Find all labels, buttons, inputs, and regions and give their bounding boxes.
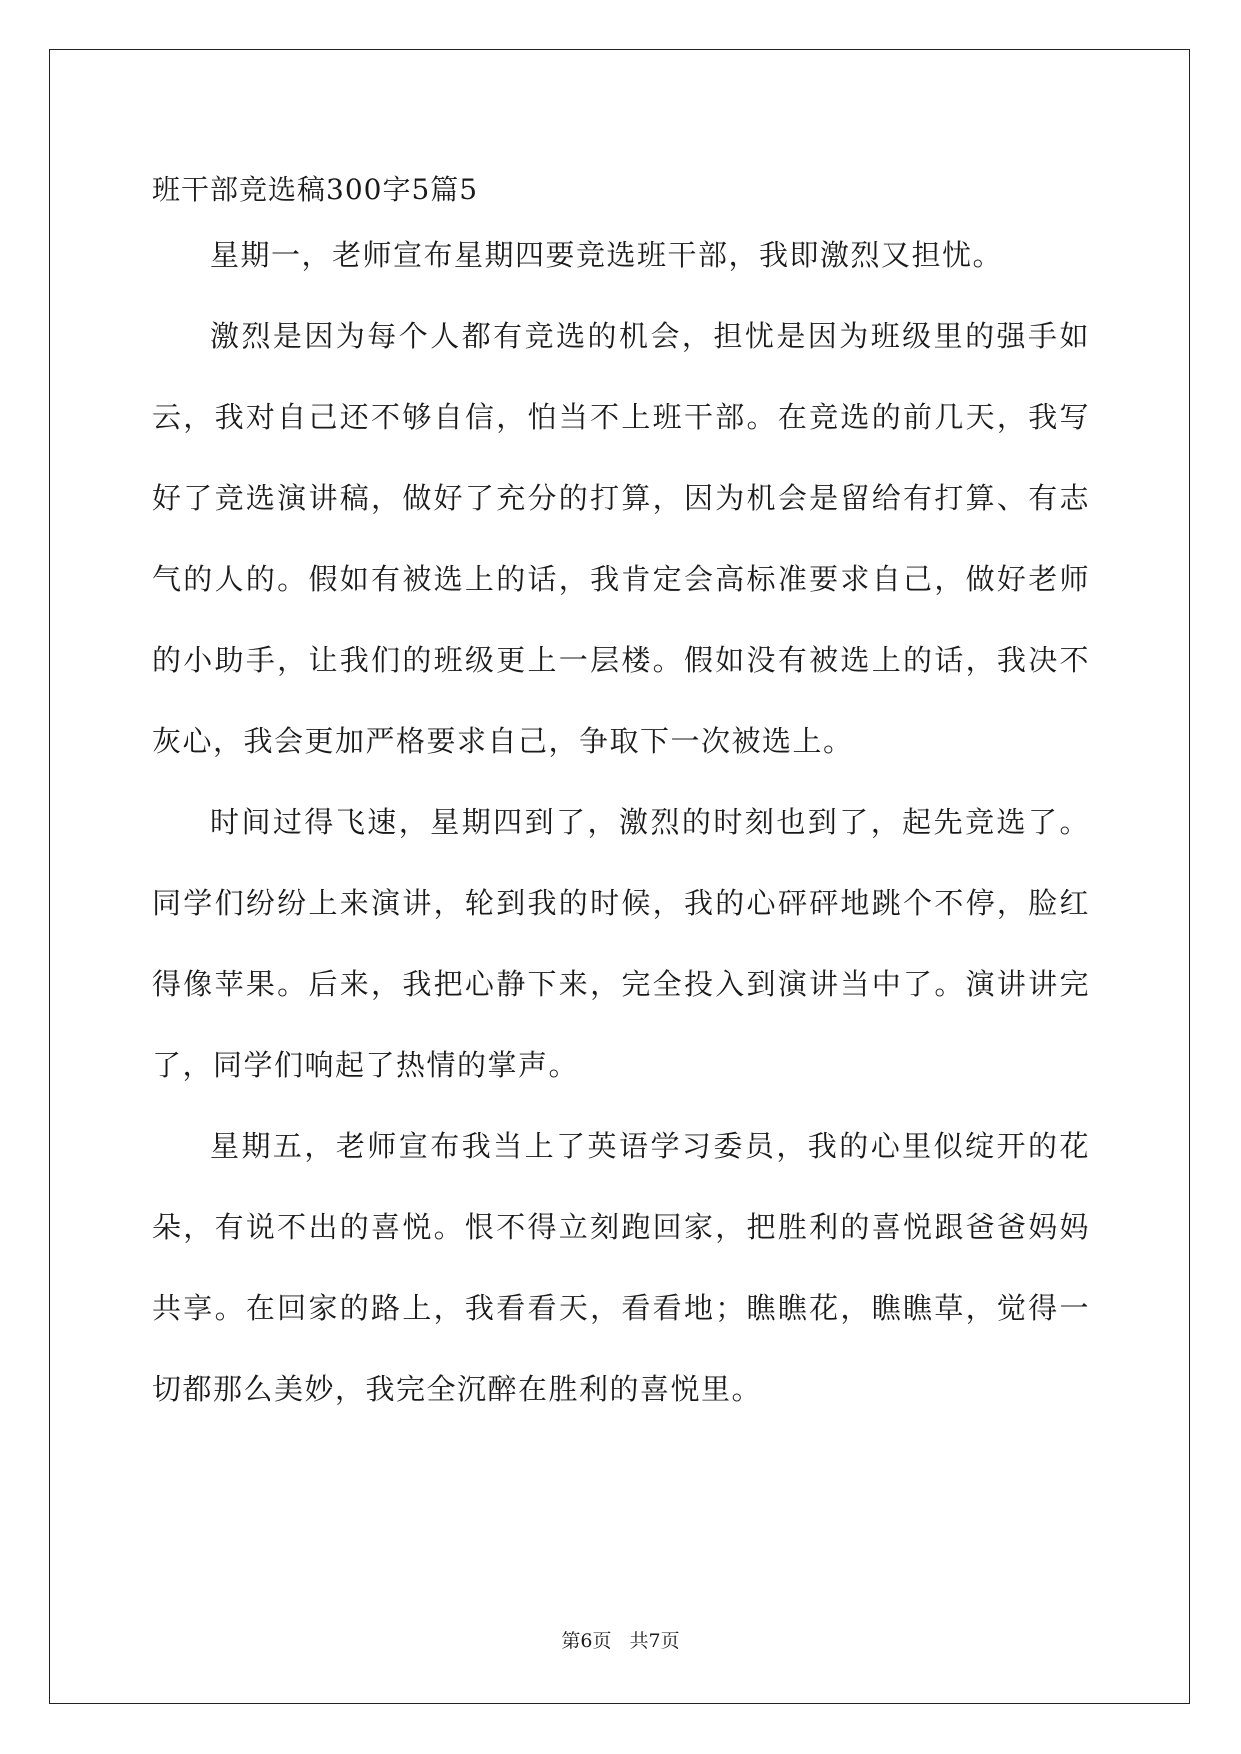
paragraph-4: 星期五，老师宣布我当上了英语学习委员，我的心里似绽开的花朵，有说不出的喜悦。恨不得立刻跑回家，把胜利的喜悦跟爸爸妈妈共享。在回家的路上，我看看天，看看地；瞧瞧花，瞧瞧草，觉得一切都那么美妙，我完全沉醉在胜利的喜悦里。 (152, 1129, 1090, 1406)
document-body (152, 215, 1090, 1430)
page-total: 共7页 (629, 1630, 680, 1652)
paragraph-3: 时间过得飞速，星期四到了，激烈的时刻也到了，起先竞选了。同学们纷纷上来演讲，轮到我的时候，我的心砰砰地跳个不停，脸红得像苹果。后来，我把心静下来，完全投入到演讲当中了。演讲讲完了，同学们响起了热情的掌声。 (152, 805, 1090, 1082)
paragraph-1: 星期一，老师宣布星期四要竞选班干部，我即激烈又担忧。 (210, 238, 1004, 272)
page-footer (0, 1628, 1241, 1654)
page-number: 第6页 (561, 1630, 612, 1652)
paragraph-2: 激烈是因为每个人都有竞选的机会，担忧是因为班级里的强手如云，我对自己还不够自信，怕当不上班干部。在竞选的前几天，我写好了竞选演讲稿，做好了充分的打算，因为机会是留给有打算、有志气的人的。假如有被选上的话，我肯定会高标准要求自己，做好老师的小助手，让我们的班级更上一层楼。假如没有被选上的话，我决不灰心，我会更加严格要求自己，争取下一次被选上。 (152, 319, 1090, 758)
document-title: 班干部竞选稿300字5篇5 (152, 173, 479, 206)
